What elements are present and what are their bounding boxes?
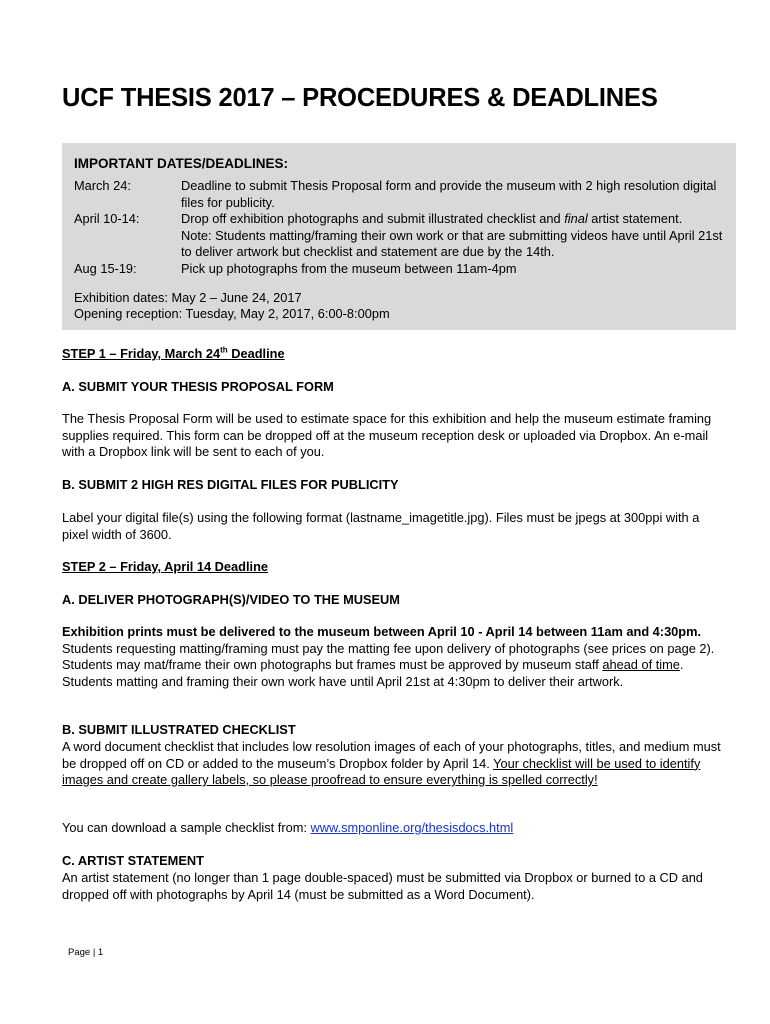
exhibition-dates: Exhibition dates: May 2 – June 24, 2017 bbox=[74, 290, 302, 305]
opening-reception: Opening reception: Tuesday, May 2, 2017, 6:00-8:00pm bbox=[74, 306, 390, 321]
step2-c-heading: C. ARTIST STATEMENT bbox=[62, 853, 204, 868]
page-footer: Page | 1 bbox=[68, 947, 104, 958]
step2-heading: STEP 2 – Friday, April 14 Deadline bbox=[62, 559, 269, 574]
step2-a-heading: A. DELIVER PHOTOGRAPH(S)/VIDEO TO THE MUSEUM bbox=[62, 592, 400, 607]
step2-c-text: An artist statement (no longer than 1 page double-spaced) must be submitted via Dropbox or burned to a CD and dropped off with photographs by April 14 (must be submitted as a Word Document). bbox=[62, 870, 703, 902]
deadline-text: Deadline to submit Thesis Proposal form and provide the museum with 2 high resolution digital files for publicity. bbox=[181, 178, 717, 210]
step2-b-text: A word document checklist that includes low resolution images of each of your photographs, titles, and medium must be dropped off on CD or added to the museum’s Dropbox folder by April 14. Your checklist will be used to identify images and create gallery labels, so please proofread to ensure everything is spelled correctly! bbox=[62, 739, 721, 787]
deadline-note: Note: Students matting/framing their own work or that are submitting videos have until April 21st to deliver artwork but checklist and statement are due by the 14th. bbox=[181, 227, 723, 259]
download-line: You can download a sample checklist from: www.smponline.org/thesisdocs.html bbox=[62, 820, 514, 835]
deadlines-heading: IMPORTANT DATES/DEADLINES: bbox=[74, 156, 288, 171]
deadline-date: Aug 15-19: bbox=[74, 261, 137, 276]
step1-a-heading: A. SUBMIT YOUR THESIS PROPOSAL FORM bbox=[62, 379, 334, 394]
checklist-link[interactable]: www.smponline.org/thesisdocs.html bbox=[310, 820, 514, 835]
deadline-date: April 10-14: bbox=[74, 211, 140, 226]
step2-a-text: Exhibition prints must be delivered to the museum between April 10 - April 14 between 11am and 4:30pm. Students requesting matting/framing must pay the matting fee upon delivery of photographs (see prices on page 2). Students may mat/frame their own photographs but frames must be approved by museum staff ahead of time. Students matting and framing their own work have until April 21st at 4:30pm to deliver their artwork. bbox=[62, 624, 715, 689]
step1-a-text: The Thesis Proposal Form will be used to estimate space for this exhibition and help the museum estimate framing supplies required. This form can be dropped off at the museum reception desk or uploaded via Dropbox. An e-mail with a Dropbox link will be sent to each of you. bbox=[62, 411, 712, 459]
deadline-text: Drop off exhibition photographs and submit illustrated checklist and final artist statement. Note: Students matting/framing their own work or that are submitting videos have until April 21st to deliver artwork but checklist and statement are due by the 14th. bbox=[181, 211, 723, 259]
step1-b-heading: B. SUBMIT 2 HIGH RES DIGITAL FILES FOR PUBLICITY bbox=[62, 477, 399, 492]
deadlines-box bbox=[62, 143, 736, 330]
deadline-row bbox=[74, 211, 736, 261]
step1-b-text: Label your digital file(s) using the following format (lastname_imagetitle.jpg). Files must be jpegs at 300ppi with a pixel width of 3600. bbox=[62, 510, 700, 542]
step1-heading: STEP 1 – Friday, March 24th Deadline bbox=[62, 345, 285, 361]
deadline-row bbox=[74, 178, 736, 212]
page-title: UCF THESIS 2017 – PROCEDURES & DEADLINES bbox=[62, 84, 658, 112]
deadline-row bbox=[74, 261, 736, 278]
deadline-text: Pick up photographs from the museum between 11am-4pm bbox=[181, 261, 517, 276]
deadline-date: March 24: bbox=[74, 178, 131, 193]
step2-b-heading: B. SUBMIT ILLUSTRATED CHECKLIST bbox=[62, 722, 296, 737]
emphasis-final: final bbox=[564, 211, 588, 226]
